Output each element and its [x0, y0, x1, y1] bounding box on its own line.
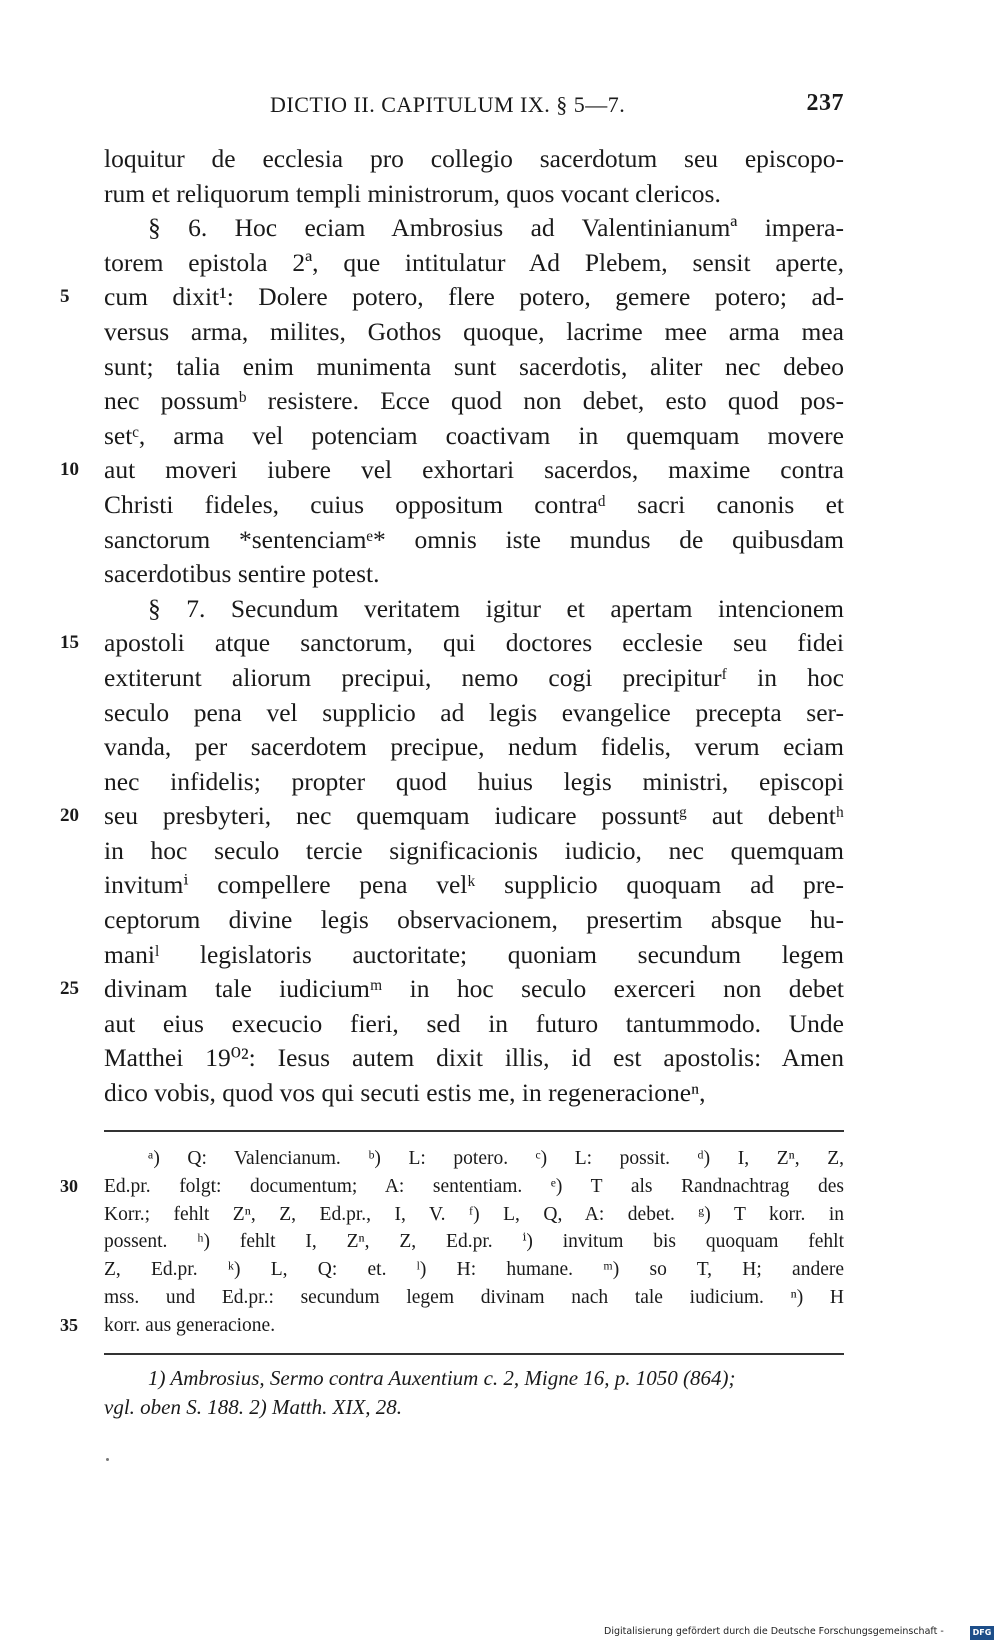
text-line: [104, 592, 844, 627]
running-header: [104, 86, 844, 122]
page-number: 237: [806, 90, 844, 116]
text-line-text: Christi fideles, cuius oppositum contraᵈ sacri canonis et: [104, 489, 844, 519]
running-title: DICTIO II. CAPITULUM IX. § 5—7.: [270, 92, 626, 117]
text-line-text: versus arma, milites, Gothos quoque, lacrime mee arma mea: [104, 316, 844, 346]
text-line-text: seculo pena vel supplicio ad legis evangelice precepta ser-: [104, 697, 844, 727]
apparatus-line: [104, 1228, 844, 1256]
text-line-text: apostoli atque sanctorum, qui doctores ecclesie seu fidei: [104, 628, 844, 658]
text-line: [60, 453, 844, 488]
digitization-credit: [604, 1626, 994, 1644]
print-speck: [106, 1458, 109, 1461]
text-line: [104, 523, 844, 558]
text-line-text: Matthei 19⁰²: Iesus autem dixit illis, id est apostolis: Amen: [104, 1043, 844, 1073]
credit-text: Digitalisierung gefördert durch die Deutsche Forschungsgemeinschaft -: [604, 1626, 944, 1637]
text-line-text: torem epistola 2ª, que intitulatur Ad Plebem, sensit aperte,: [104, 247, 844, 277]
text-line-text: cum dixit¹: Dolere potero, flere potero, gemere potero; ad-: [104, 282, 844, 312]
text-line: [104, 903, 844, 938]
text-line-text: invitumⁱ compellere pena velᵏ supplicio quoquam ad pre-: [104, 870, 844, 900]
text-line: [104, 557, 844, 592]
source-references: [104, 1364, 844, 1422]
text-line-text: nec possumᵇ resistere. Ecce quod non debet, esto quod pos-: [104, 386, 844, 416]
text-line: [104, 246, 844, 281]
text-line-text: sunt; talia enim munimenta sunt sacerdotis, aliter nec debeo: [104, 351, 844, 381]
dfg-logo: DFG: [970, 1626, 994, 1640]
text-line-text: sacerdotibus sentire potest.: [104, 559, 380, 589]
text-line: [104, 419, 844, 454]
text-line: [104, 142, 844, 177]
text-line-text: aut eius execucio fieri, sed in futuro tantummodo. Unde: [104, 1008, 844, 1038]
text-line-text: § 7. Secundum veritatem igitur et apertam intencionem: [148, 593, 844, 623]
reference-line: vgl. oben S. 188. 2) Matth. XIX, 28.: [104, 1395, 403, 1419]
line-number: 20: [60, 805, 79, 827]
apparatus-line: [60, 1312, 844, 1340]
references-divider: [104, 1353, 844, 1355]
apparatus-line-text: Korr.; fehlt Zⁿ, Z, Ed.pr., I, V. ᶠ) L, Q, A: debet. ᵍ) T korr. in: [104, 1203, 844, 1225]
apparatus-line-text: Ed.pr. folgt: documentum; A: sententiam. ᵉ) T als Randnachtrag des: [104, 1175, 844, 1197]
text-line-text: setᶜ, arma vel potenciam coactivam in quemquam movere: [104, 420, 844, 450]
apparatus-line-text: mss. und Ed.pr.: secundum legem divinam nach tale iudicium. ⁿ) H: [104, 1286, 844, 1308]
line-number: 30: [60, 1175, 78, 1196]
text-line-text: vanda, per sacerdotem precipue, nedum fidelis, verum eciam: [104, 732, 844, 762]
reference-line: 1) Ambrosius, Sermo contra Auxentium c. 2, Migne 16, p. 1050 (864);: [148, 1366, 736, 1390]
text-line: [104, 384, 844, 419]
text-line: [104, 868, 844, 903]
text-line-text: divinam tale iudiciumᵐ in hoc seculo exerceri non debet: [104, 974, 844, 1004]
text-line: [104, 350, 844, 385]
text-line: [104, 315, 844, 350]
apparatus-line: [104, 1201, 844, 1229]
text-line-text: extiterunt aliorum precipui, nemo cogi precipiturᶠ in hoc: [104, 662, 844, 692]
text-line: [104, 696, 844, 731]
text-line: [104, 938, 844, 973]
text-line: [104, 765, 844, 800]
line-number: 25: [60, 978, 79, 1000]
line-number: 10: [60, 459, 79, 481]
line-number: 5: [60, 286, 70, 308]
text-line-text: sanctorum *sentenciamᵉ* omnis iste mundus de quibusdam: [104, 524, 844, 554]
text-line: [104, 211, 844, 246]
text-line: [104, 730, 844, 765]
text-line-text: ceptorum divine legis observacionem, presertim absque hu-: [104, 905, 844, 935]
apparatus-line: [104, 1256, 844, 1284]
text-line-text: dico vobis, quod vos qui secuti estis me, in regeneracioneⁿ,: [104, 1078, 706, 1108]
apparatus-line: [104, 1284, 844, 1312]
text-line-text: aut moveri iubere vel exhortari sacerdos, maxime contra: [104, 455, 844, 485]
text-line-text: maniˡ legislatoris auctoritate; quoniam secundum legem: [104, 939, 844, 969]
text-line-text: § 6. Hoc eciam Ambrosius ad Valentinianumª impera-: [148, 213, 844, 243]
apparatus-line: [104, 1145, 844, 1173]
text-line: [104, 661, 844, 696]
text-line-text: seu presbyteri, nec quemquam iudicare possuntᵍ aut debentʰ: [104, 801, 844, 831]
apparatus-line-text: Z, Ed.pr. ᵏ) L, Q: et. ˡ) H: humane. ᵐ) so T, H; andere: [104, 1259, 844, 1281]
apparatus-divider: [104, 1130, 844, 1132]
text-line-text: in hoc seculo tercie significacionis iudicio, nec quemquam: [104, 835, 844, 865]
text-line: [104, 1076, 844, 1111]
text-line: [60, 799, 844, 834]
line-number: 15: [60, 632, 79, 654]
text-line: [104, 488, 844, 523]
text-line-text: loquitur de ecclesia pro collegio sacerdotum seu episcopo-: [104, 144, 844, 173]
text-line: [104, 177, 844, 212]
text-line: [60, 280, 844, 315]
apparatus-line-text: possent. ʰ) fehlt I, Zⁿ, Z, Ed.pr. ⁱ) invitum bis quoquam fehlt: [104, 1231, 844, 1253]
apparatus-line-text: korr. aus generacione.: [104, 1314, 276, 1336]
apparatus-line-text: ᵃ) Q: Valencianum. ᵇ) L: potero. ᶜ) L: possit. ᵈ) I, Zⁿ, Z,: [148, 1148, 844, 1169]
line-number: 35: [60, 1314, 78, 1335]
main-text: [60, 142, 844, 1111]
text-line-text: rum et reliquorum templi ministrorum, quos vocant clericos.: [104, 178, 721, 208]
critical-apparatus: [60, 1145, 844, 1340]
text-line: [60, 972, 844, 1007]
text-line: [104, 1041, 844, 1076]
text-line: [104, 1007, 844, 1042]
text-line-text: nec infidelis; propter quod huius legis ministri, episcopi: [104, 766, 844, 796]
apparatus-line: [60, 1173, 844, 1201]
text-line: [60, 626, 844, 661]
text-line: [104, 834, 844, 869]
